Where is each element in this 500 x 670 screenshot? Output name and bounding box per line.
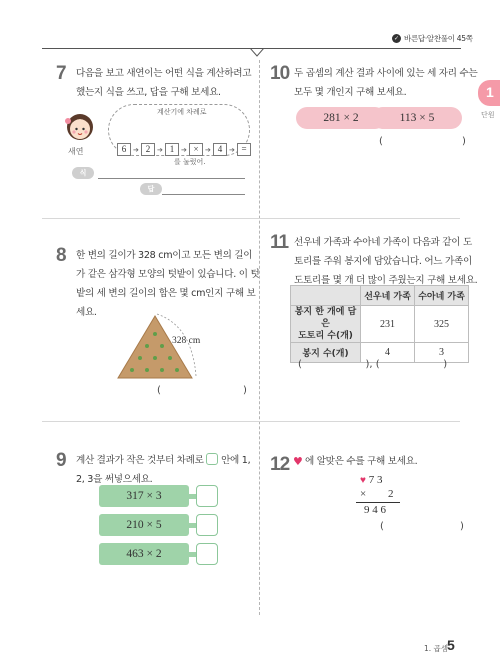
bubble-text: 를 눌렀어.: [174, 158, 206, 166]
table-header-cell: [291, 286, 361, 306]
chapter-tab[interactable]: [478, 80, 500, 106]
calculator-key: 1: [165, 143, 179, 156]
question-text: 에 알맞은 수를 구해 보세요.: [305, 456, 418, 467]
times-operator: ×: [360, 488, 367, 500]
answer-parentheses[interactable]: ( ), ( ): [298, 359, 448, 370]
question-text: 다음을 보고 새연이는 어떤 식을 계산하려고 했는지 식을 쓰고, 답을 구해 보세요.: [76, 68, 252, 98]
check-circle-icon: ✓: [393, 35, 400, 42]
expression-pill: 113 × 5: [372, 107, 462, 129]
heart-icon: ♥: [293, 455, 303, 468]
page-number: 5: [447, 637, 455, 653]
table-row-label: 봉지 한 개에 담은 도토리 수(개): [291, 306, 361, 343]
arrow-right-icon: ➔: [205, 146, 211, 154]
blank-box-icon: [206, 453, 218, 465]
row-separator: [42, 218, 460, 219]
calculator-key: =: [237, 143, 251, 156]
calculator-key: ×: [189, 143, 203, 156]
acorn-table: [290, 285, 469, 363]
question-number: 8: [56, 245, 66, 266]
order-input-box[interactable]: [196, 485, 218, 507]
expression-label: 식: [72, 167, 94, 179]
chapter-tab-number: 1: [486, 84, 494, 100]
order-input-box[interactable]: [196, 543, 218, 565]
expression-box: 463 × 2: [99, 543, 189, 565]
question-text: 두 곱셈의 계산 결과 사이에 있는 세 자리 수는 모두 몇 개인지 구해 보세요.: [294, 68, 478, 98]
answer-parentheses[interactable]: ( ): [379, 136, 466, 147]
answer-line[interactable]: [162, 194, 245, 195]
expression-box: 210 × 5: [99, 514, 189, 536]
product: 9 4 6: [364, 504, 386, 516]
arrow-right-icon: ➔: [229, 146, 235, 154]
triangle-garden-figure: [112, 312, 212, 382]
table-cell: 231: [361, 306, 415, 343]
calculator-key: 4: [213, 143, 227, 156]
bubble-text: 계산기에 차례로: [157, 108, 207, 116]
answer-label: 답: [140, 183, 162, 195]
table-header-cell: 선우네 가족: [361, 286, 415, 306]
character-name: 새연: [68, 147, 84, 156]
table-cell: 3: [415, 343, 469, 363]
multiplier: 2: [388, 488, 394, 500]
arrow-right-icon: ➔: [157, 146, 163, 154]
calculator-key: 2: [141, 143, 155, 156]
row-separator: [42, 421, 460, 422]
arrow-right-icon: ➔: [181, 146, 187, 154]
question-number: 12: [270, 454, 290, 475]
question-number: 11: [270, 232, 289, 253]
table-cell: 325: [415, 306, 469, 343]
question-text: 선우네 가족과 수아네 가족이 다음과 같이 도 토리를 주워 봉지에 담았습니다. 어느 가족이 도토리를 몇 개 더 많이 주웠는지 구해 보세요.: [294, 237, 478, 286]
arrow-right-icon: ➔: [133, 146, 139, 154]
girl-character-icon: [64, 111, 96, 143]
question-number: 9: [56, 450, 66, 471]
table-header-cell: 수아네 가족: [415, 286, 469, 306]
answer-parentheses[interactable]: ( ): [157, 385, 247, 396]
footer-chapter: 1. 곱셈: [424, 644, 449, 653]
order-input-box[interactable]: [196, 514, 218, 536]
column-divider: [259, 60, 260, 615]
chapter-tab-label: 단원: [481, 111, 495, 119]
expression-answer-line[interactable]: [98, 178, 245, 179]
question-number: 10: [270, 63, 290, 84]
answer-reference: 바른답·알찬풀이 45쪽: [404, 34, 473, 43]
multiplicand: 7 3: [368, 474, 383, 486]
expression-box: 317 × 3: [99, 485, 189, 507]
question-text: 계산 결과가 작은 것부터 차례로 안에 1, 2, 3을 써넣으세요.: [76, 455, 251, 485]
calculator-key: 6: [117, 143, 131, 156]
answer-parentheses[interactable]: ( ): [380, 521, 464, 532]
question-text: 한 변의 길이가 328 cm이고 모든 변의 길이 가 같은 삼각형 모양의 텃밭이 있습니다. 이 텃 밭의 세 변의 길이의 합은 몇 cm인지 구해 보 세요.: [76, 250, 260, 318]
expression-pill: 281 × 2: [296, 107, 386, 129]
question-number: 7: [56, 63, 66, 84]
side-length-label: 328 cm: [172, 336, 201, 346]
table-row-label: 봉지 수(개): [291, 343, 361, 363]
table-cell: 4: [361, 343, 415, 363]
heart-icon: ♥: [360, 475, 366, 486]
header-notch: [250, 48, 264, 57]
